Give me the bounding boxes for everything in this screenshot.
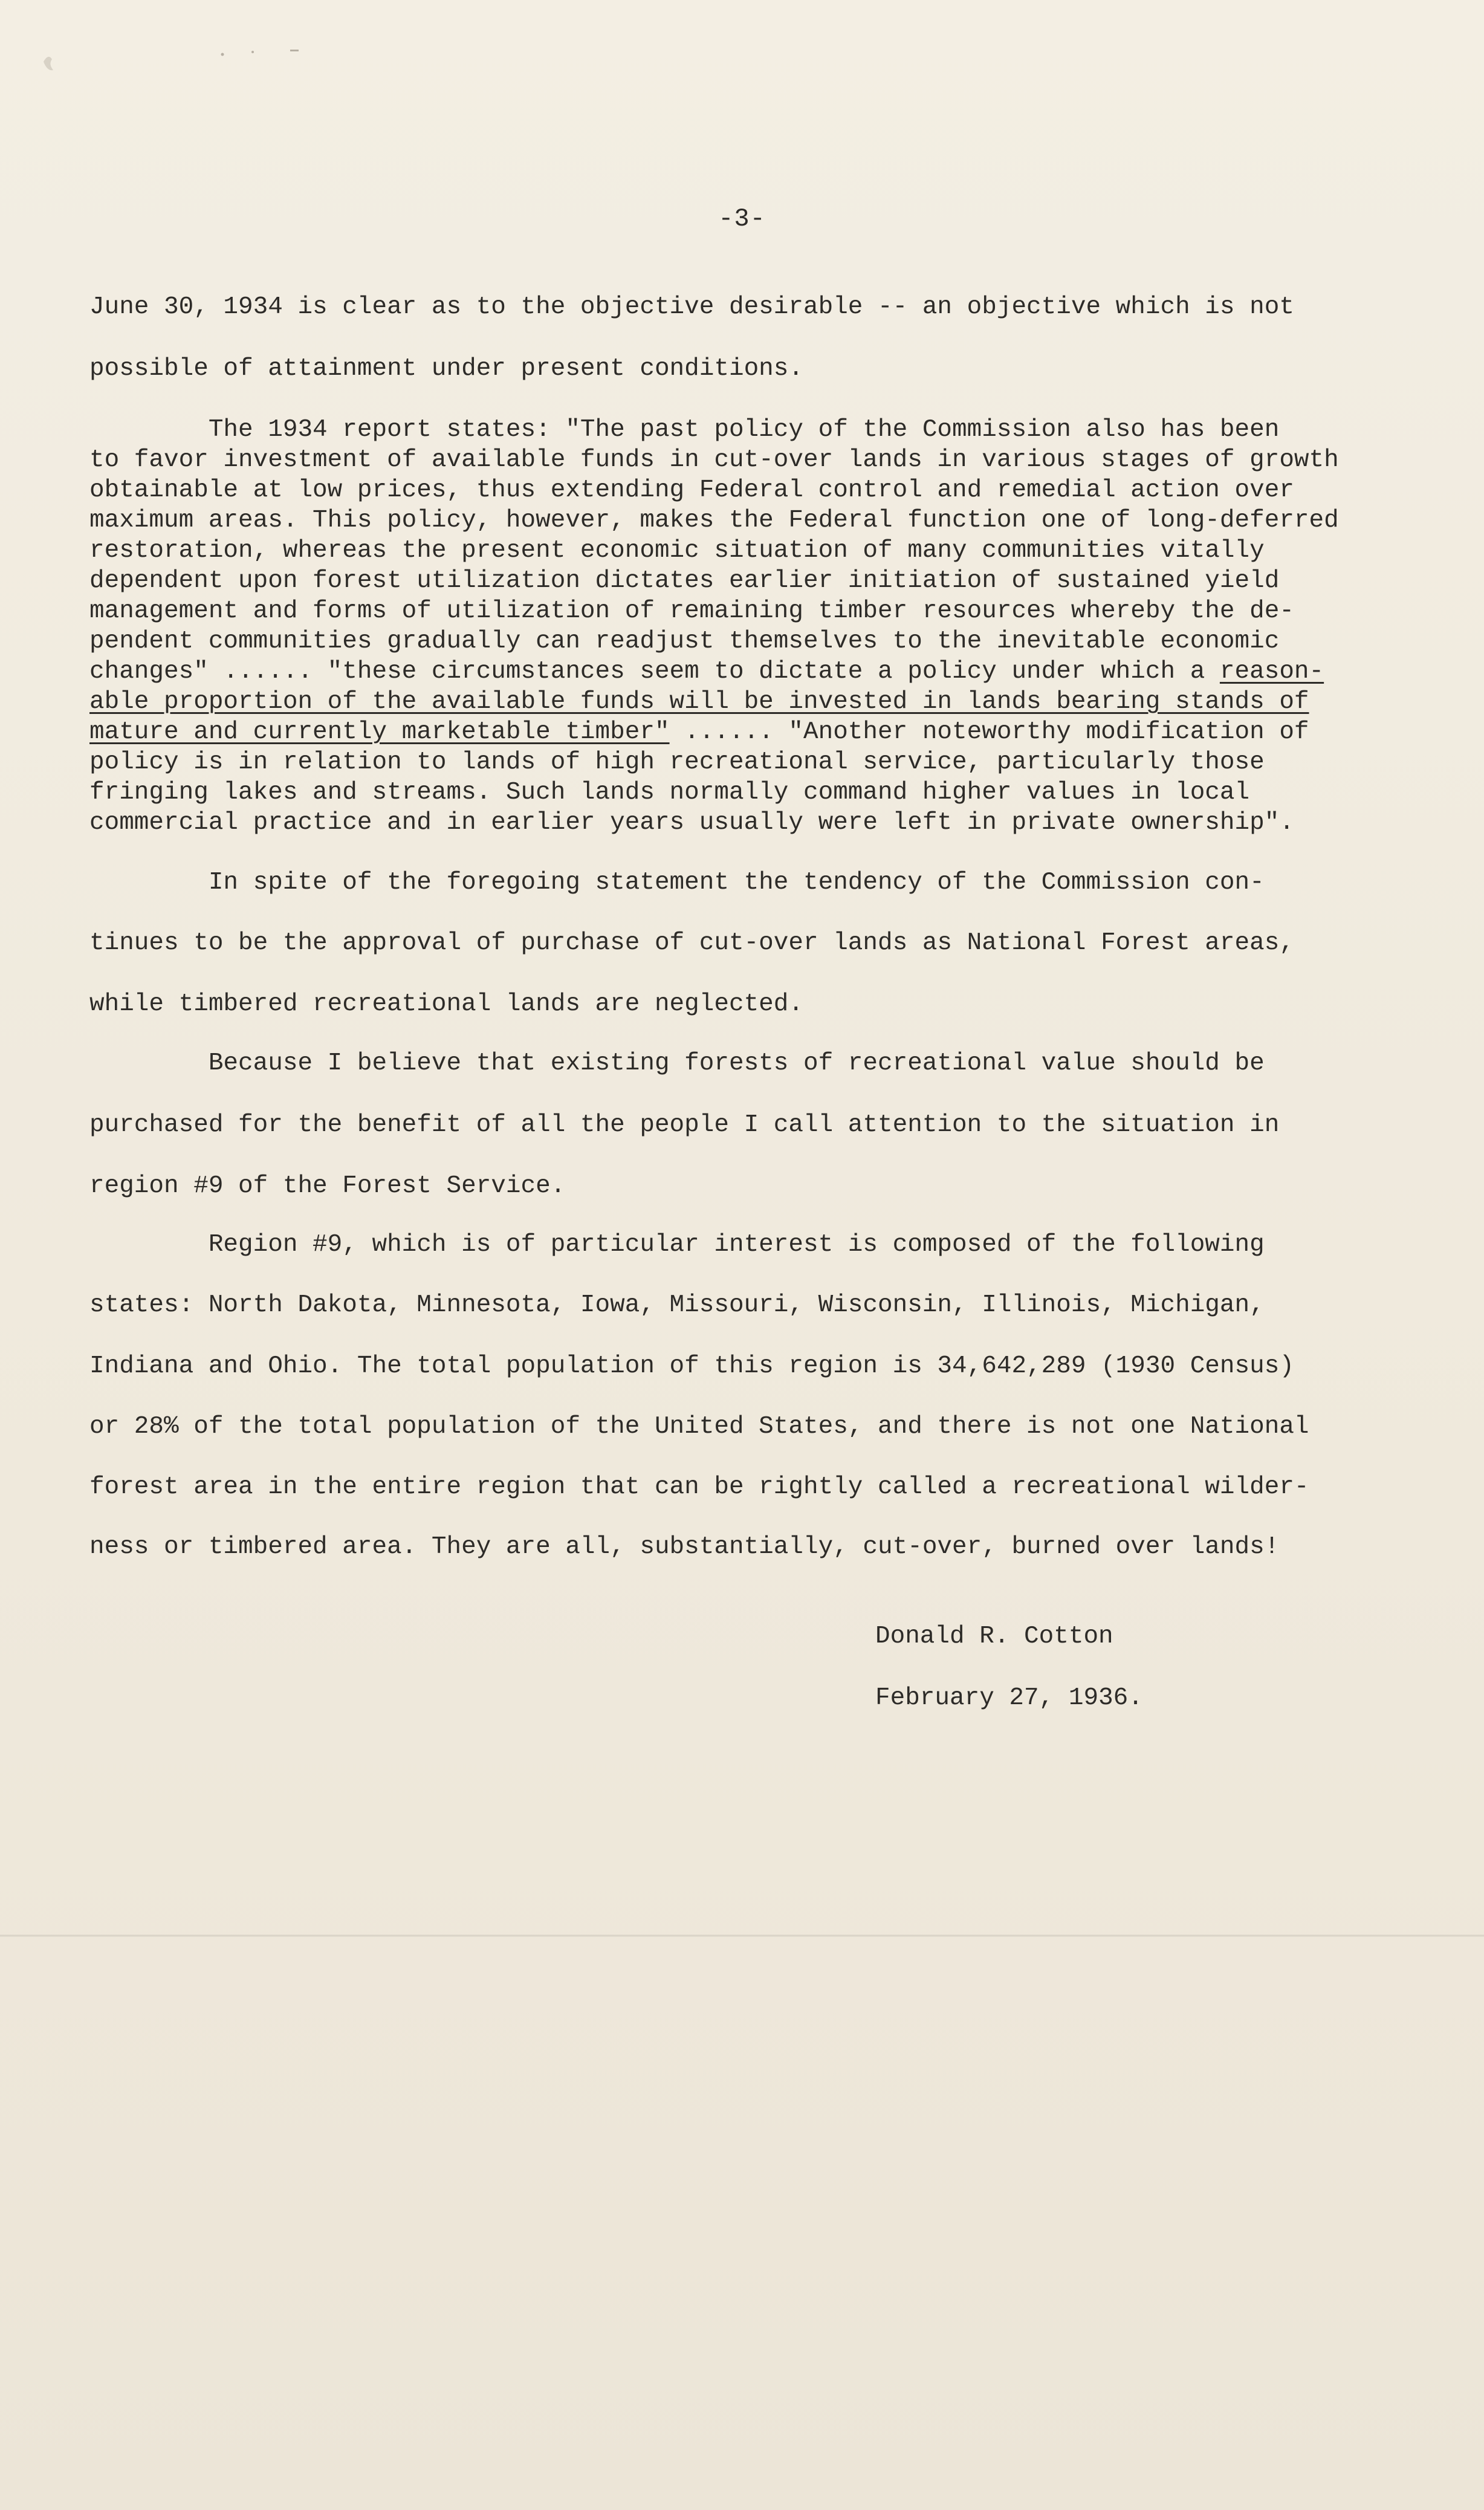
text-line: possible of attainment under present conditions. [89, 355, 803, 383]
text-line: while timbered recreational lands are neglected. [89, 990, 803, 1018]
text-line: ness or timbered area. They are all, substantially, cut-over, burned over lands! [89, 1533, 1280, 1561]
text-line: restoration, whereas the present economic situation of many communities vitally [89, 537, 1265, 565]
text-line: management and forms of utilization of remaining timber resources whereby the de- [89, 597, 1294, 625]
text-segment: ...... "Another noteworthy modification of [669, 718, 1309, 746]
text-segment: changes" ...... "these circumstances seem to dictate a policy under which a [89, 658, 1220, 686]
text-line [89, 717, 1309, 747]
paper-specks [30, 36, 308, 85]
signature-name: Donald R. Cotton [875, 1623, 1113, 1650]
underlined-text: able proportion of the available funds will be invested in lands bearing stands of [89, 688, 1309, 716]
text-line: to favor investment of available funds in cut-over lands in various stages of growth [89, 446, 1339, 474]
text-line: The 1934 report states: "The past policy of the Commission also has been [89, 416, 1280, 444]
text-line: fringing lakes and streams. Such lands normally command higher values in local [89, 779, 1250, 806]
text-line: June 30, 1934 is clear as to the objective desirable -- an objective which is not [89, 293, 1294, 321]
underlined-text: mature and currently marketable timber" [89, 718, 670, 746]
signature-date: February 27, 1936. [875, 1684, 1143, 1712]
text-line: purchased for the benefit of all the people I call attention to the situation in [89, 1111, 1280, 1139]
underlined-text: reason- [1219, 658, 1324, 686]
text-line: policy is in relation to lands of high recreational service, particularly those [89, 748, 1265, 776]
paper-fold-line [0, 1934, 1484, 1937]
text-line: region #9 of the Forest Service. [89, 1172, 566, 1200]
text-line: maximum areas. This policy, however, makes the Federal function one of long-deferred [89, 507, 1339, 534]
text-line: states: North Dakota, Minnesota, Iowa, Missouri, Wisconsin, Illinois, Michigan, [89, 1291, 1265, 1319]
text-line: forest area in the entire region that can be rightly called a recreational wilder- [89, 1473, 1309, 1501]
text-line: obtainable at low prices, thus extending Federal control and remedial action over [89, 476, 1294, 504]
text-line: Region #9, which is of particular interest is composed of the following [89, 1231, 1265, 1259]
text-line: In spite of the foregoing statement the tendency of the Commission con- [89, 869, 1265, 897]
text-line: Indiana and Ohio. The total population of this region is 34,642,289 (1930 Census) [89, 1352, 1294, 1380]
text-line: pendent communities gradually can readjust themselves to the inevitable economic [89, 628, 1280, 655]
page-number: -3- [718, 204, 766, 233]
text-line: or 28% of the total population of the United States, and there is not one National [89, 1413, 1309, 1441]
text-line: dependent upon forest utilization dictates earlier initiation of sustained yield [89, 567, 1280, 595]
text-line: tinues to be the approval of purchase of cut-over lands as National Forest areas, [89, 929, 1294, 957]
text-line: Because I believe that existing forests of recreational value should be [89, 1049, 1265, 1077]
text-line: commercial practice and in earlier years usually were left in private ownership". [89, 809, 1294, 837]
text-line [89, 657, 1324, 687]
text-line [89, 687, 1309, 717]
